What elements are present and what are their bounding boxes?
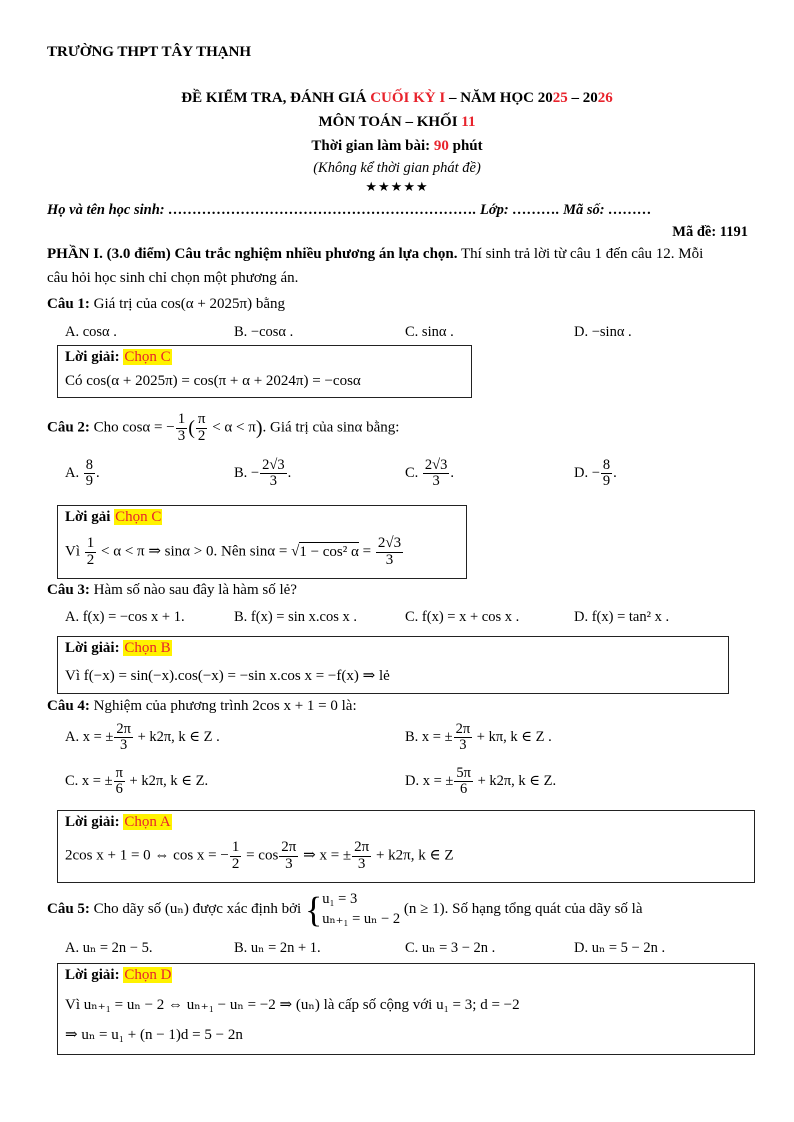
question-5: Câu 5: Cho dãy số (uₙ) được xác định bởi { u₁ = 3 uₙ₊₁ = uₙ − 2 (n ≥ 1). Số hạng tổng quát của dãy số là [47, 889, 643, 930]
q3-option-d: D. f(x) = tan² x . [574, 609, 670, 625]
question-1: Câu 1: Giá trị của cos(α + 2025π) bằng [47, 296, 286, 312]
q5-solution-line-1: Vì uₙ₊₁ = uₙ − 2 ⇔ uₙ₊₁ − uₙ = −2 ⇒ (uₙ) là cấp số cộng với u₁ = 3; d = −2 [65, 997, 520, 1013]
q4-solution-box [57, 810, 755, 883]
school-name: TRƯỜNG THPT TÂY THẠNH [47, 44, 252, 60]
student-info-line: Họ và tên học sinh: ………………………………………………………. Lớp: ………. Mã số: ……… [47, 202, 652, 218]
q2-option-a: A. $\frac{8}{9}$ . [65, 457, 100, 490]
question-3: Câu 3: Hàm số nào sau đây là hàm số lẻ? [47, 582, 297, 598]
q4-option-c: C. x = ± $\frac{\pi}{6}$ + k2π, k ∈ Z. [65, 765, 209, 798]
q3-solution-label: Lời giải: [65, 640, 120, 656]
q3-option-b: B. f(x) = sin x.cos x . [234, 609, 357, 625]
q4-answer-badge: Chọn A [124, 814, 171, 830]
stars-decoration: ★★★★★ [365, 179, 429, 194]
q5-option-a: A. uₙ = 2n − 5. [65, 940, 153, 956]
q5-solution-box [57, 963, 755, 1055]
q5-option-d: D. uₙ = 5 − 2n . [574, 940, 666, 956]
q2-solution-label: Lời gải [65, 509, 111, 525]
q5-solution-label: Lời giải: [65, 967, 120, 983]
q1-solution-label: Lời giải: [65, 349, 120, 365]
q1-option-a: A. cosα . [65, 324, 117, 340]
q5-solution-line-2: ⇒ uₙ = u₁ + (n − 1)d = 5 − 2n [65, 1027, 243, 1043]
q4-option-b: B. x = ± $\frac{2\pi}{3}$ + kπ, k ∈ Z . [405, 721, 552, 754]
q1-solution-text: Có cos(α + 2025π) = cos(π + α + 2024π) = −cosα [65, 373, 361, 389]
q1-answer-badge: Chọn C [124, 349, 171, 365]
q3-option-c: C. f(x) = x + cos x . [405, 609, 520, 625]
q1-option-b: B. −cosα . [234, 324, 294, 340]
q4-solution-label: Lời giải: [65, 814, 120, 830]
question-2: Câu 2: Cho cosα = − $\frac{1}{3}$ ( $\frac{\pi}{2}$ < α < π). Giá trị của sinα bằng: [47, 411, 400, 444]
exam-title: ĐỀ KIỂM TRA, ĐÁNH GIÁ CUỐI KỲ I – NĂM HỌC 2025 – 2026 [181, 90, 613, 106]
part1-instruction: PHẦN I. (3.0 điểm) Câu trắc nghiệm nhiều phương án lựa chọn. Thí sinh trả lời từ câu 1 đến câu 12. Mỗi [47, 246, 704, 262]
q2-solution-text: Vì $\frac{1}{2}$ < α < π ⇒ sinα > 0. Nên sinα = √1 − cos² α = $\frac{2√3}{3}$ [65, 535, 402, 568]
exam-code: Mã đề: 1191 [672, 224, 748, 240]
q1-option-d: D. −sinα . [574, 324, 632, 340]
q4-solution-text: 2cos x + 1 = 0 ⇔ cos x = − $\frac{1}{2}$ = cos $\frac{2\pi}{3}$ ⇒ x = ± $\frac{2\pi}{3}$ + k2π, k ∈ Z [65, 839, 454, 872]
subject-line: MÔN TOÁN – KHỐI 11 [318, 114, 476, 130]
q4-option-d: D. x = ± $\frac{5\pi}{6}$ + k2π, k ∈ Z. [405, 765, 557, 798]
q5-answer-badge: Chọn D [124, 967, 172, 983]
q1-solution-box [57, 345, 472, 398]
time-line: Thời gian làm bài: 90 phút [311, 138, 483, 154]
q4-option-a: A. x = ± $\frac{2\pi}{3}$ + k2π, k ∈ Z . [65, 721, 220, 754]
q2-option-d: D. − $\frac{8}{9}$ . [574, 457, 617, 490]
q3-solution-box [57, 636, 729, 694]
part1-instruction-2: câu hỏi học sinh chỉ chọn một phương án. [47, 270, 299, 286]
q2-answer-badge: Chọn C [115, 509, 162, 525]
q3-answer-badge: Chọn B [124, 640, 171, 656]
q2-option-c: C. $\frac{2√3}{3}$ . [405, 457, 455, 490]
q3-option-a: A. f(x) = −cos x + 1. [65, 609, 185, 625]
question-4: Câu 4: Nghiệm của phương trình 2cos x + 1 = 0 là: [47, 698, 357, 714]
time-note: (Không kể thời gian phát đề) [313, 160, 481, 176]
q2-option-b: B. − $\frac{2√3}{3}$ . [234, 457, 292, 490]
q1-option-c: C. sinα . [405, 324, 454, 340]
q5-option-b: B. uₙ = 2n + 1. [234, 940, 321, 956]
q3-solution-text: Vì f(−x) = sin(−x).cos(−x) = −sin x.cos x = −f(x) ⇒ lẻ [65, 668, 390, 684]
q5-option-c: C. uₙ = 3 − 2n . [405, 940, 496, 956]
q2-solution-box [57, 505, 467, 579]
